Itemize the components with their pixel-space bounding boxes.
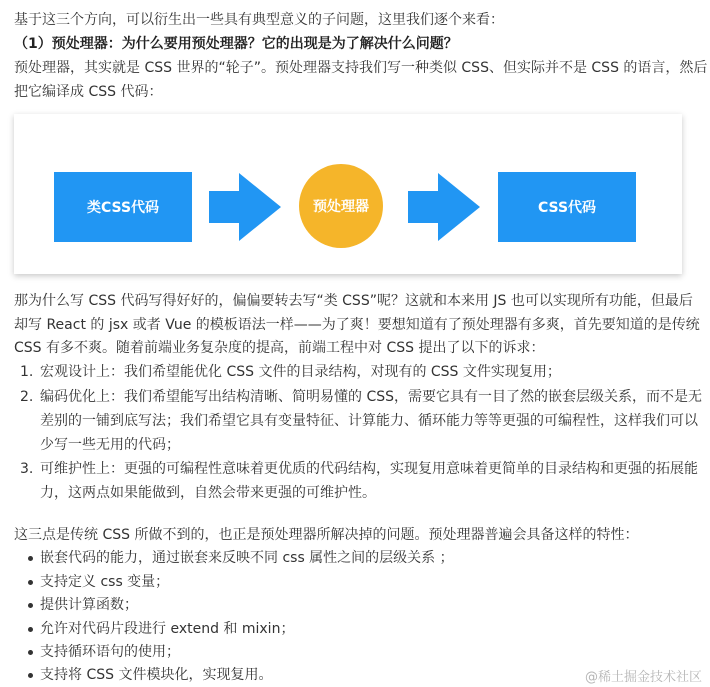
para2-line3: CSS 有多不爽。随着前端业务复杂度的提高，前端工程中对 CSS 提出了以下的诉求： (14, 340, 545, 356)
list-item-text: 可维护性上：更强的可编程性意味着更优质的代码结构，实现复用意味着更简单的目录结构和更强的拓展能 (40, 461, 698, 477)
box-css-like-code: 类CSS代码 (54, 172, 192, 242)
list-item-text: 宏观设计上：我们希望能优化 CSS 文件的目录结构，对现有的 CSS 文件实现复用； (40, 364, 561, 380)
bullet-dot (28, 580, 33, 585)
arrow-right-icon (209, 173, 281, 241)
bullet-dot (28, 650, 33, 655)
preprocessor-diagram (14, 114, 682, 274)
bullet-item: 嵌套代码的能力，通过嵌套来反映不同 css 属性之间的层级关系 ； (40, 550, 454, 566)
list-item-text: 少写一些无用的代码； (40, 437, 180, 453)
bullet-dot (28, 627, 33, 632)
box-css-code: CSS代码 (498, 172, 636, 242)
list-number: 3. (20, 461, 34, 477)
watermark: @稀土掘金技术社区 (584, 670, 702, 685)
bullet-dot (28, 673, 33, 678)
bullet-item: 允许对代码片段进行 extend 和 mixin； (40, 621, 295, 637)
list-item-text: 编码优化上：我们希望能写出结构清晰、简明易懂的 CSS，需要它具有一目了然的嵌套层级关系，而不是无 (40, 389, 702, 405)
intro-text: 基于这三个方向，可以衍生出一些具有典型意义的子问题，这里我们逐个来看： (14, 12, 504, 28)
bullet-dot (28, 556, 33, 561)
section-heading: （1）预处理器：为什么要用预处理器？它的出现是为了解决什么问题？ (14, 36, 458, 52)
para2-line2: 却写 React 的 jsx 或者 Vue 的模板语法一样——为了爽！要想知道有了预处理器有多爽，首先要知道的是传统 (14, 317, 700, 333)
arrow-right-icon (408, 173, 480, 241)
para2-line1: 那为什么写 CSS 代码写得好好的，偏偏要转去写“类 CSS”呢？这就和本来用 JS 也可以实现所有功能，但最后 (14, 293, 693, 309)
circle-preprocessor: 预处理器 (299, 164, 383, 248)
list-number: 2. (20, 389, 34, 405)
bullet-item: 支持循环语句的使用； (40, 644, 180, 660)
list-number: 1. (20, 364, 34, 380)
bullet-dot (28, 603, 33, 608)
list-item-text: 差别的一铺到底写法；我们希望它具有变量特征、计算能力、循环能力等等更强的可编程性，这样我们可以 (40, 413, 698, 429)
list-item-text: 力，这两点如果能做到，自然会带来更强的可维护性。 (40, 485, 376, 501)
bullet-item: 提供计算函数； (40, 597, 138, 613)
para1-line1: 预处理器，其实就是 CSS 世界的“轮子”。预处理器支持我们写一种类似 CSS、但实际并不是 CSS 的语言，然后 (14, 60, 708, 76)
para1-line2: 把它编译成 CSS 代码： (14, 84, 163, 100)
bullet-item: 支持定义 css 变量； (40, 574, 170, 590)
bullet-item: 支持将 CSS 文件模块化，实现复用。 (40, 667, 273, 683)
para3-text: 这三点是传统 CSS 所做不到的，也正是预处理器所解决掉的问题。预处理器普遍会具备这样的特性： (14, 527, 639, 543)
